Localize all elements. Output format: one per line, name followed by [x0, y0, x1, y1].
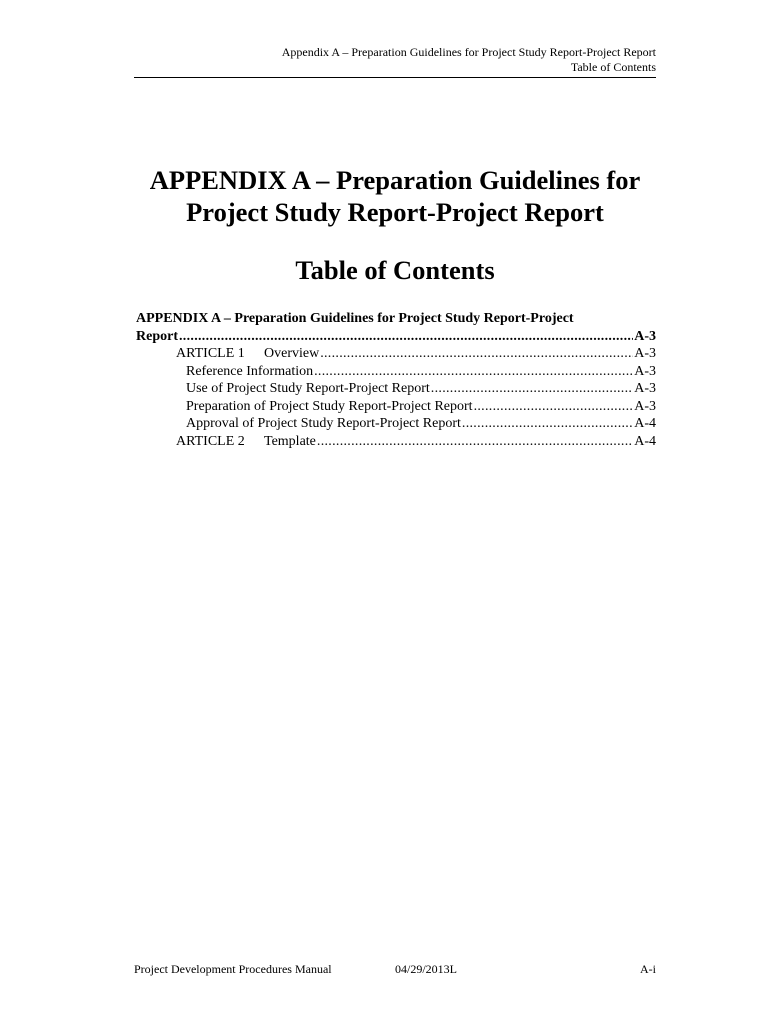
toc-dot-leader [320, 345, 633, 363]
toc-entry-reference-information[interactable] [136, 363, 656, 381]
toc-dot-leader [431, 380, 633, 398]
toc-entry-article-2[interactable] [136, 433, 656, 451]
header-divider [134, 77, 656, 78]
toc-entry-appendix-line-1: APPENDIX A – Preparation Guidelines for Project Study Report-Project [136, 311, 574, 326]
page-title-line-2: Project Study Report-Project Report [186, 197, 604, 227]
toc-entry-approval-of-report[interactable] [136, 415, 656, 433]
page-title-line-1: APPENDIX A – Preparation Guidelines for [149, 165, 641, 195]
page-title [100, 164, 690, 228]
toc-article-number: ARTICLE 2 [176, 433, 245, 449]
toc-entry-appendix[interactable] [136, 310, 656, 345]
toc-article-title: Template [264, 433, 316, 449]
toc-dot-leader [462, 415, 633, 433]
toc-page-number: A-4 [634, 416, 656, 431]
toc-entry-label: Report [136, 328, 178, 344]
toc-page-number: A-3 [634, 398, 656, 414]
toc-entry-article-1[interactable] [136, 345, 656, 363]
toc-entry-appendix-line-2 [136, 328, 656, 346]
toc-article-title: Overview [264, 346, 320, 361]
footer-manual-name: Project Development Procedures Manual [134, 962, 332, 976]
toc-page-number: A-3 [634, 346, 656, 361]
toc-dot-leader [317, 433, 633, 451]
toc-page-number: A-3 [634, 363, 656, 379]
toc-entry-label [176, 433, 316, 451]
running-header [134, 45, 656, 75]
toc-page-number: A-3 [634, 328, 656, 344]
toc-entry-label: Preparation of Project Study Report-Project Report [186, 398, 473, 414]
table-of-contents [136, 310, 656, 450]
toc-heading: Table of Contents [295, 255, 495, 285]
toc-entry-preparation-of-report[interactable] [136, 398, 656, 416]
toc-dot-leader [314, 363, 633, 381]
toc-dot-leader [179, 328, 633, 346]
header-section-title: Table of Contents [570, 60, 656, 74]
toc-entry-use-of-report[interactable] [136, 380, 656, 398]
toc-page-number: A-4 [634, 433, 656, 449]
toc-article-number: ARTICLE 1 [176, 346, 245, 361]
header-document-title: Appendix A – Preparation Guidelines for Project Study Report-Project Report [281, 45, 656, 59]
toc-entry-label: Reference Information [186, 363, 314, 379]
footer-page-number: A-i [640, 962, 656, 976]
toc-entry-label [176, 345, 319, 363]
toc-entry-label: Use of Project Study Report-Project Report [186, 381, 430, 396]
footer-date: 04/29/2013L [395, 962, 457, 976]
toc-page-number: A-3 [634, 381, 656, 396]
toc-dot-leader [474, 398, 634, 416]
toc-entry-label: Approval of Project Study Report-Project Report [186, 416, 461, 431]
